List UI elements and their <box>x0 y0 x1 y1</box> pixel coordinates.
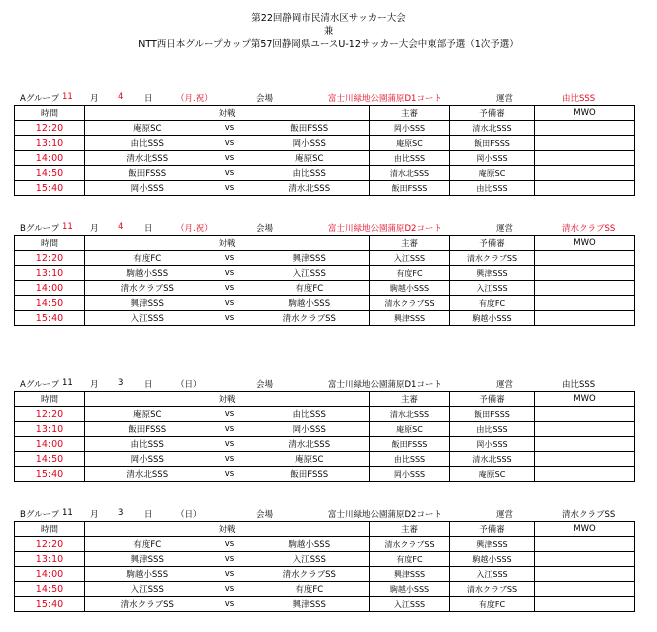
referee-team: 入江SSS <box>370 251 450 266</box>
referee-team: 入江SSS <box>370 597 450 612</box>
match-time: 14:00 <box>15 151 85 166</box>
weekday-label: （日） <box>176 380 202 390</box>
away-team: 清水クラブSS <box>250 567 370 582</box>
month-label: 月 <box>90 94 99 104</box>
vs-label: vs <box>210 422 250 437</box>
mwo-cell <box>535 296 635 311</box>
away-team: 入江SSS <box>250 266 370 281</box>
match-time: 15:40 <box>15 181 85 196</box>
match-time: 14:50 <box>15 582 85 597</box>
away-team: 駒越小SSS <box>250 296 370 311</box>
table-row <box>15 597 635 612</box>
away-team: 入江SSS <box>250 552 370 567</box>
day-number: 3 <box>118 508 124 518</box>
match-time: 12:20 <box>15 121 85 136</box>
home-team: 興津SSS <box>85 296 210 311</box>
home-team: 入江SSS <box>85 311 210 326</box>
home-team: 有度FC <box>85 251 210 266</box>
mwo-cell <box>535 251 635 266</box>
match-time: 14:50 <box>15 166 85 181</box>
match-time: 13:10 <box>15 136 85 151</box>
away-team: 清水クラブSS <box>250 311 370 326</box>
month-label: 月 <box>90 510 99 520</box>
away-team: 庵原SC <box>250 452 370 467</box>
referee-team: 由比SSS <box>370 452 450 467</box>
organizer-label: 運営 <box>496 94 514 104</box>
document-title <box>0 12 657 51</box>
section-info-line <box>14 91 634 105</box>
away-team: 駒越小SSS <box>250 537 370 552</box>
schedule-section <box>14 221 634 326</box>
table-row <box>15 311 635 326</box>
header-match: 対戦 <box>85 522 370 537</box>
month-number: 11 <box>62 92 73 102</box>
match-time: 13:10 <box>15 552 85 567</box>
mwo-cell <box>535 266 635 281</box>
mwo-cell <box>535 582 635 597</box>
weekday-label: （日） <box>176 510 202 520</box>
home-team: 岡小SSS <box>85 181 210 196</box>
weekday-label: （月.祝） <box>176 94 213 104</box>
reserve-referee-team: 庵原SC <box>450 467 535 482</box>
mwo-cell <box>535 422 635 437</box>
away-team: 有度FC <box>250 281 370 296</box>
schedule-table <box>14 235 635 326</box>
reserve-referee-team: 清水クラブSS <box>450 251 535 266</box>
mwo-cell <box>535 452 635 467</box>
match-time: 12:20 <box>15 537 85 552</box>
vs-label: vs <box>210 437 250 452</box>
away-team: 飯田FSSS <box>250 121 370 136</box>
home-team: 有度FC <box>85 537 210 552</box>
match-time: 14:00 <box>15 567 85 582</box>
mwo-cell <box>535 311 635 326</box>
mwo-cell <box>535 467 635 482</box>
mwo-cell <box>535 597 635 612</box>
group-label: Bグループ <box>20 224 60 234</box>
reserve-referee-team: 入江SSS <box>450 281 535 296</box>
mwo-cell <box>535 151 635 166</box>
mwo-cell <box>535 552 635 567</box>
match-time: 12:20 <box>15 251 85 266</box>
month-number: 11 <box>62 378 73 388</box>
vs-label: vs <box>210 151 250 166</box>
table-row <box>15 537 635 552</box>
vs-label: vs <box>210 251 250 266</box>
match-time: 14:50 <box>15 452 85 467</box>
home-team: 興津SSS <box>85 552 210 567</box>
match-time: 15:40 <box>15 311 85 326</box>
referee-team: 清水クラブSS <box>370 296 450 311</box>
venue-label: 会場 <box>256 380 274 390</box>
mwo-cell <box>535 136 635 151</box>
referee-team: 由比SSS <box>370 151 450 166</box>
referee-team: 興津SSS <box>370 311 450 326</box>
title-line-2: 兼 <box>323 26 334 37</box>
mwo-cell <box>535 281 635 296</box>
header-match: 対戦 <box>85 236 370 251</box>
header-time: 時間 <box>15 236 85 251</box>
away-team: 清水北SSS <box>250 181 370 196</box>
organizer-name: 清水クラブSS <box>562 224 616 234</box>
mwo-cell <box>535 407 635 422</box>
reserve-referee-team: 興津SSS <box>450 266 535 281</box>
table-row <box>15 567 635 582</box>
mwo-cell <box>535 121 635 136</box>
vs-label: vs <box>210 281 250 296</box>
header-time: 時間 <box>15 392 85 407</box>
away-team: 庵原SC <box>250 151 370 166</box>
home-team: 庵原SC <box>85 121 210 136</box>
header-reserve: 予備審 <box>450 392 535 407</box>
vs-label: vs <box>210 552 250 567</box>
header-time: 時間 <box>15 522 85 537</box>
match-time: 14:00 <box>15 437 85 452</box>
group-label: Aグループ <box>20 380 60 390</box>
day-number: 3 <box>118 378 124 388</box>
mwo-cell <box>535 537 635 552</box>
home-team: 入江SSS <box>85 582 210 597</box>
table-row <box>15 181 635 196</box>
header-mwo: MWO <box>535 522 635 537</box>
home-team: 飯田FSSS <box>85 422 210 437</box>
reserve-referee-team: 飯田FSSS <box>450 136 535 151</box>
away-team: 由比SSS <box>250 407 370 422</box>
vs-label: vs <box>210 582 250 597</box>
home-team: 由比SSS <box>85 437 210 452</box>
section-info-line <box>14 221 634 235</box>
away-team: 岡小SSS <box>250 136 370 151</box>
header-match: 対戦 <box>85 106 370 121</box>
day-label: 日 <box>144 510 153 520</box>
table-header-row <box>15 106 635 121</box>
away-team: 清水北SSS <box>250 437 370 452</box>
vs-label: vs <box>210 121 250 136</box>
referee-team: 清水北SSS <box>370 166 450 181</box>
match-time: 14:50 <box>15 296 85 311</box>
reserve-referee-team: 由比SSS <box>450 422 535 437</box>
venue-name: 富士川緑地公園蒲原D1コート <box>328 94 442 104</box>
home-team: 駒越小SSS <box>85 567 210 582</box>
table-row <box>15 151 635 166</box>
organizer-name: 由比SSS <box>562 380 596 390</box>
venue-name: 富士川緑地公園蒲原D1コート <box>328 380 442 390</box>
reserve-referee-team: 由比SSS <box>450 181 535 196</box>
header-mwo: MWO <box>535 236 635 251</box>
venue-label: 会場 <box>256 510 274 520</box>
table-row <box>15 281 635 296</box>
table-row <box>15 251 635 266</box>
venue-label: 会場 <box>256 94 274 104</box>
schedule-table <box>14 521 635 612</box>
day-label: 日 <box>144 94 153 104</box>
vs-label: vs <box>210 181 250 196</box>
away-team: 興津SSS <box>250 597 370 612</box>
match-time: 15:40 <box>15 467 85 482</box>
day-label: 日 <box>144 224 153 234</box>
organizer-label: 運営 <box>496 380 514 390</box>
home-team: 由比SSS <box>85 136 210 151</box>
away-team: 興津SSS <box>250 251 370 266</box>
away-team: 飯田FSSS <box>250 467 370 482</box>
table-header-row <box>15 236 635 251</box>
month-label: 月 <box>90 224 99 234</box>
table-row <box>15 266 635 281</box>
vs-label: vs <box>210 467 250 482</box>
vs-label: vs <box>210 266 250 281</box>
vs-label: vs <box>210 567 250 582</box>
reserve-referee-team: 有度FC <box>450 296 535 311</box>
reserve-referee-team: 興津SSS <box>450 537 535 552</box>
home-team: 飯田FSSS <box>85 166 210 181</box>
schedule-table <box>14 105 635 196</box>
table-row <box>15 437 635 452</box>
home-team: 庵原SC <box>85 407 210 422</box>
reserve-referee-team: 岡小SSS <box>450 151 535 166</box>
header-referee: 主審 <box>370 392 450 407</box>
month-label: 月 <box>90 380 99 390</box>
reserve-referee-team: 清水北SSS <box>450 121 535 136</box>
table-row <box>15 452 635 467</box>
away-team: 岡小SSS <box>250 422 370 437</box>
mwo-cell <box>535 437 635 452</box>
header-reserve: 予備審 <box>450 106 535 121</box>
referee-team: 飯田FSSS <box>370 437 450 452</box>
title-line-1: 第22回静岡市民清水区サッカー大会 <box>251 13 406 24</box>
organizer-name: 清水クラブSS <box>562 510 616 520</box>
mwo-cell <box>535 181 635 196</box>
table-row <box>15 136 635 151</box>
referee-team: 有度FC <box>370 552 450 567</box>
match-time: 15:40 <box>15 597 85 612</box>
away-team: 有度FC <box>250 582 370 597</box>
header-referee: 主審 <box>370 236 450 251</box>
section-info-line <box>14 507 634 521</box>
referee-team: 清水クラブSS <box>370 537 450 552</box>
home-team: 駒越小SSS <box>85 266 210 281</box>
header-reserve: 予備審 <box>450 236 535 251</box>
organizer-name: 由比SSS <box>562 94 596 104</box>
schedule-table <box>14 391 635 482</box>
header-match: 対戦 <box>85 392 370 407</box>
title-line-3: NTT西日本グループカップ第57回静岡県ユースU-12サッカー大会中東部予選（1次予選） <box>138 39 519 50</box>
table-row <box>15 467 635 482</box>
header-referee: 主審 <box>370 106 450 121</box>
mwo-cell <box>535 166 635 181</box>
venue-label: 会場 <box>256 224 274 234</box>
table-row <box>15 552 635 567</box>
header-mwo: MWO <box>535 106 635 121</box>
header-time: 時間 <box>15 106 85 121</box>
schedule-section <box>14 507 634 612</box>
group-label: Aグループ <box>20 94 60 104</box>
referee-team: 岡小SSS <box>370 467 450 482</box>
day-number: 4 <box>118 92 124 102</box>
vs-label: vs <box>210 296 250 311</box>
header-mwo: MWO <box>535 392 635 407</box>
reserve-referee-team: 清水北SSS <box>450 452 535 467</box>
referee-team: 庵原SC <box>370 136 450 151</box>
vs-label: vs <box>210 597 250 612</box>
referee-team: 興津SSS <box>370 567 450 582</box>
schedule-section <box>14 377 634 482</box>
mwo-cell <box>535 567 635 582</box>
header-referee: 主審 <box>370 522 450 537</box>
reserve-referee-team: 駒越小SSS <box>450 552 535 567</box>
match-time: 13:10 <box>15 266 85 281</box>
day-label: 日 <box>144 380 153 390</box>
home-team: 岡小SSS <box>85 452 210 467</box>
reserve-referee-team: 入江SSS <box>450 567 535 582</box>
match-time: 14:00 <box>15 281 85 296</box>
referee-team: 岡小SSS <box>370 121 450 136</box>
match-time: 12:20 <box>15 407 85 422</box>
referee-team: 飯田FSSS <box>370 181 450 196</box>
reserve-referee-team: 有度FC <box>450 597 535 612</box>
table-row <box>15 422 635 437</box>
reserve-referee-team: 飯田FSSS <box>450 407 535 422</box>
schedule-section <box>14 91 634 196</box>
reserve-referee-team: 庵原SC <box>450 166 535 181</box>
home-team: 清水北SSS <box>85 467 210 482</box>
away-team: 由比SSS <box>250 166 370 181</box>
vs-label: vs <box>210 452 250 467</box>
day-number: 4 <box>118 222 124 232</box>
reserve-referee-team: 駒越小SSS <box>450 311 535 326</box>
organizer-label: 運営 <box>496 510 514 520</box>
vs-label: vs <box>210 311 250 326</box>
group-label: Bグループ <box>20 510 60 520</box>
reserve-referee-team: 岡小SSS <box>450 437 535 452</box>
table-row <box>15 582 635 597</box>
table-row <box>15 296 635 311</box>
venue-name: 富士川緑地公園蒲原D2コート <box>328 510 442 520</box>
referee-team: 庵原SC <box>370 422 450 437</box>
venue-name: 富士川緑地公園蒲原D2コート <box>328 224 442 234</box>
table-row <box>15 407 635 422</box>
vs-label: vs <box>210 136 250 151</box>
reserve-referee-team: 清水クラブSS <box>450 582 535 597</box>
vs-label: vs <box>210 166 250 181</box>
month-number: 11 <box>62 222 73 232</box>
home-team: 清水北SSS <box>85 151 210 166</box>
table-header-row <box>15 392 635 407</box>
vs-label: vs <box>210 537 250 552</box>
referee-team: 駒越小SSS <box>370 281 450 296</box>
header-reserve: 予備審 <box>450 522 535 537</box>
home-team: 清水クラブSS <box>85 281 210 296</box>
weekday-label: （月.祝） <box>176 224 213 234</box>
home-team: 清水クラブSS <box>85 597 210 612</box>
table-row <box>15 166 635 181</box>
section-info-line <box>14 377 634 391</box>
match-time: 13:10 <box>15 422 85 437</box>
referee-team: 清水北SSS <box>370 407 450 422</box>
vs-label: vs <box>210 407 250 422</box>
referee-team: 有度FC <box>370 266 450 281</box>
organizer-label: 運営 <box>496 224 514 234</box>
table-row <box>15 121 635 136</box>
table-header-row <box>15 522 635 537</box>
referee-team: 駒越小SSS <box>370 582 450 597</box>
month-number: 11 <box>62 508 73 518</box>
